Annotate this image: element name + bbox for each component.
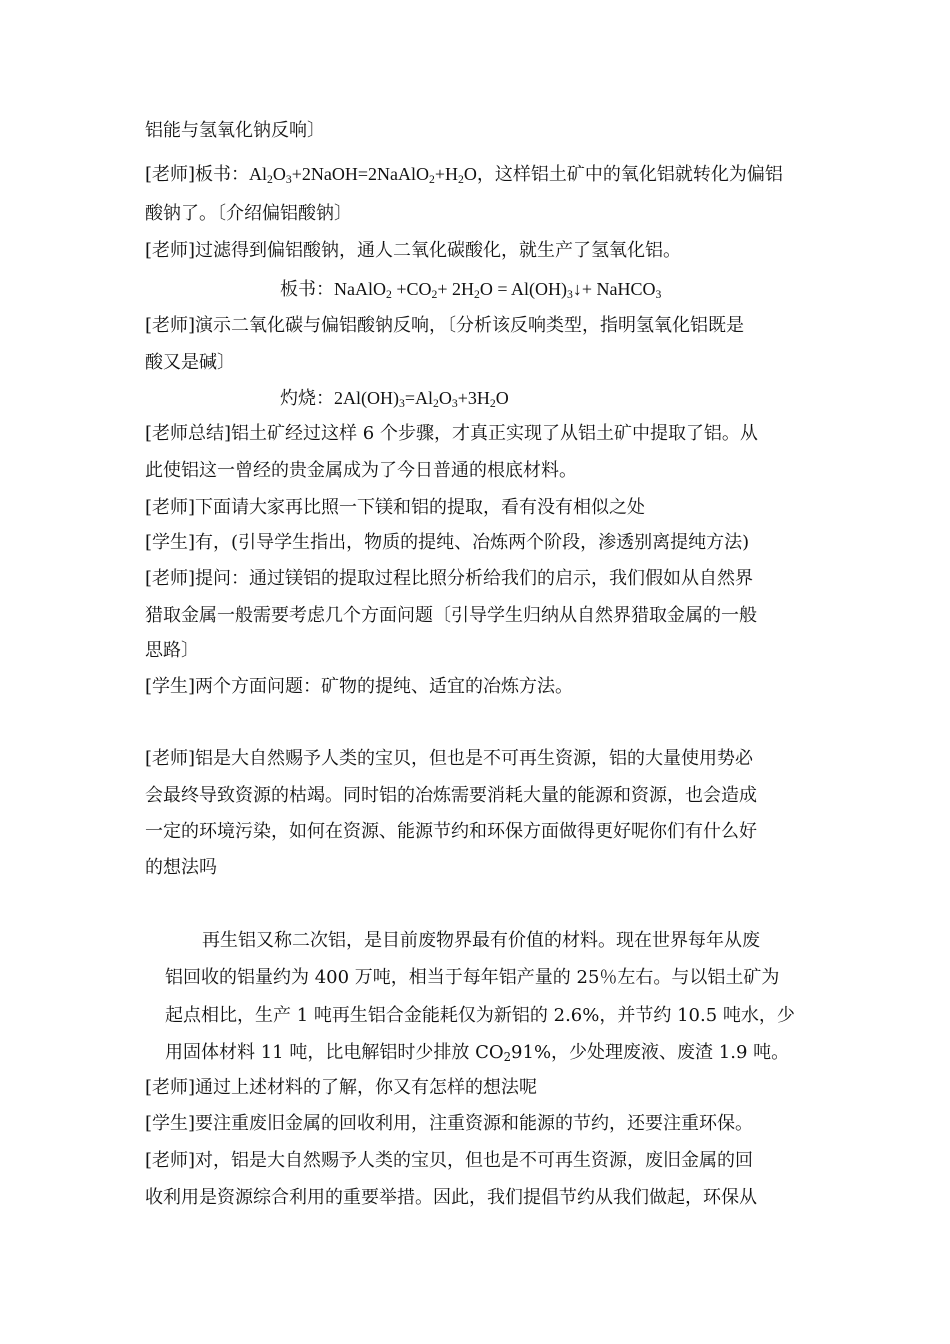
text-line: 此使铝这一曾经的贵金属成为了今日普通的根底材料。 [145, 460, 577, 481]
text-line: 猎取金属一般需要考虑几个方面问题〔引导学生归纳从自然界猎取金属的一般 [145, 605, 757, 626]
text-line: [老师]对，铝是大自然赐予人类的宝贝，但也是不可再生资源，废旧金属的回 [145, 1150, 754, 1171]
text-line: 起点相比，生产 1 吨再生铝合金能耗仅为新铝的 2.6%，并节约 10.5 吨水，少 [165, 1005, 795, 1026]
text-line: [学生]要注重废旧金属的回收利用，注重资源和能源的节约，还要注重环保。 [145, 1113, 754, 1134]
text-line-with-co2: 用固体材料 11 吨，比电解铝时少排放 $CO_291\%$，少处理废液、废渣 1.9 吨。 [165, 1042, 790, 1064]
text-line: 思路〕 [145, 640, 199, 661]
text-line: [老师]下面请大家再比照一下镁和铝的提取，看有没有相似之处 [145, 497, 646, 518]
text-line: [学生]两个方面问题：矿物的提纯、适宜的冶炼方法。 [145, 676, 574, 697]
text-line: 再生铝又称二次铝，是目前废物界最有价值的材料。现在世界每年从废 [202, 930, 760, 951]
text-line: 铝能与氢氧化钠反响〕 [145, 120, 325, 141]
equation-naalo2-co2: NaAlO$_2$ $+CO_2+ 2H_2O$ = $Al(OH)_3↓+$ NaHCO$_3$ [334, 279, 662, 301]
text-line: [老师总结]铝土矿经过这样 6 个步骤，才真正实现了从铝土矿中提取了铝。从 [145, 423, 758, 444]
text-line: [老师]演示二氧化碳与偏铝酸钠反响，〔分析该反响类型，指明氢氧化铝既是 [145, 315, 745, 336]
text-line: 酸又是碱〕 [145, 352, 235, 373]
text-line: 一定的环境污染，如何在资源、能源节约和环保方面做得更好呢你们有什么好 [145, 821, 757, 842]
text-line: [老师]铝是大自然赐予人类的宝贝，但也是不可再生资源，铝的大量使用势必 [145, 748, 754, 769]
text-line: [学生]有，(引导学生指出，物质的提纯、冶炼两个阶段，渗透别离提纯方法) [145, 532, 750, 553]
text-line: 收利用是资源综合利用的重要举措。因此，我们提倡节约从我们做起，环保从 [145, 1187, 757, 1208]
text-line-with-equation: [老师]板书：$Al_2O_3+2NaOH=2NaAlO_2+H_2O$，这样铝土矿中的氧化铝就转化为偏铝 [145, 164, 783, 186]
text-line: 酸钠了。〔介绍偏铝酸钠〕 [145, 203, 352, 224]
text-line: [老师]通过上述材料的了解，你又有怎样的想法呢 [145, 1077, 538, 1098]
text-line: 的想法吗 [145, 857, 217, 878]
equation-al2o3-naoh: $Al_2O_3+2NaOH=2NaAlO_2+H_2O$ [249, 164, 477, 186]
text-line: 会最终导致资源的枯竭。同时铝的冶炼需要消耗大量的能源和资源，也会造成 [145, 785, 757, 806]
text-line: [老师]过滤得到偏铝酸钠，通人二氧化碳酸化，就生产了氢氧化铝。 [145, 240, 682, 261]
equation-line: 板书：NaAlO$_2$ $+CO_2+ 2H_2O$ = $Al(OH)_3↓+$ NaHCO$_3$ [280, 279, 662, 301]
equation-calcination: $2Al(OH)_3=Al_2O_3+3H_2O$ [334, 388, 509, 410]
text-line: [老师]提问：通过镁铝的提取过程比照分析给我们的启示，我们假如从自然界 [145, 568, 754, 589]
text-line: 铝回收的铝量约为 400 万吨，相当于每年铝产量的 25％左右。与以铝土矿为 [165, 967, 780, 988]
equation-line: 灼烧：$2Al(OH)_3=Al_2O_3+3H_2O$ [280, 388, 509, 410]
